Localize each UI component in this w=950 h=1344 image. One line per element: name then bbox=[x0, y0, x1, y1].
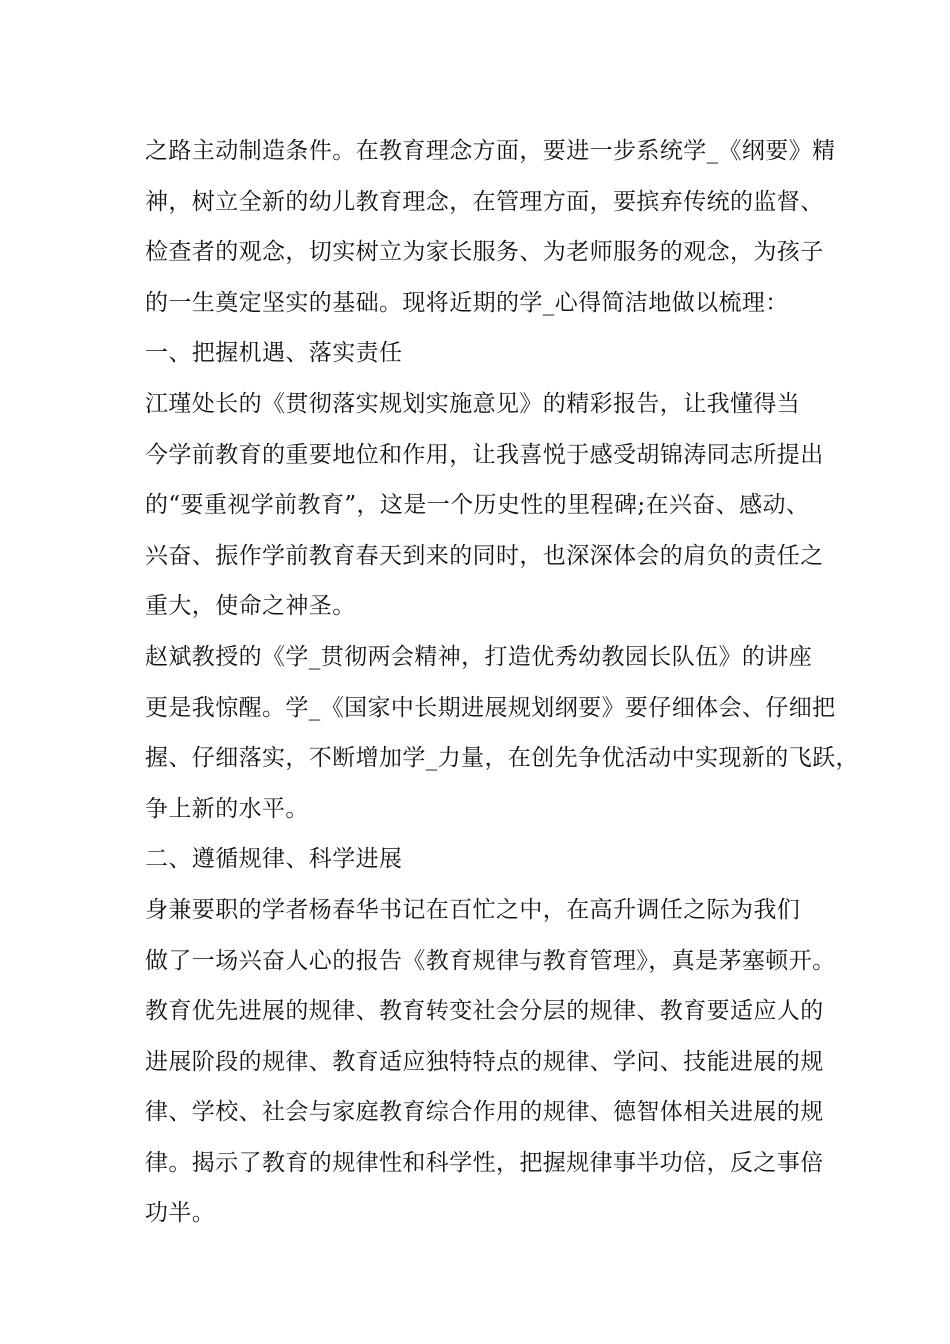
text-line: 的“要重视学前教育”，这是一个历史性的里程碑;在兴奋、感动、 bbox=[145, 492, 810, 519]
document-body bbox=[145, 126, 859, 1239]
text-line: 之路主动制造条件。在教育理念方面，要进一步系统学_《纲要》精 bbox=[145, 138, 836, 164]
section-heading: 二、遵循规律、科学进展 bbox=[145, 846, 403, 873]
text-line: 兴奋、振作学前教育春天到来的同时，也深深体会的肩负的责任之 bbox=[145, 542, 824, 569]
text-line: 功半。 bbox=[145, 1200, 216, 1227]
text-line: 的一生奠定坚实的基础。现将近期的学_心得简洁地做以梳理： bbox=[145, 289, 789, 316]
text-line: 争上新的水平。 bbox=[145, 795, 309, 822]
text-line: 检查者的观念，切实树立为家长服务、为老师服务的观念，为孩子 bbox=[145, 239, 824, 266]
section-heading: 一、把握机遇、落实责任 bbox=[145, 340, 403, 367]
text-line: 赵斌教授的《学_贯彻两会精神，打造优秀幼教园长队伍》的讲座 bbox=[145, 643, 813, 670]
text-line: 更是我惊醒。学_《国家中长期进展规划纲要》要仔细体会、仔细把 bbox=[145, 694, 836, 721]
text-line: 江瑾处长的《贯彻落实规划实施意见》的精彩报告，让我懂得当 bbox=[145, 390, 801, 417]
text-line: 做了一场兴奋人心的报告《教育规律与教育管理》，真是茅塞顿开。 bbox=[145, 947, 836, 974]
text-line: 进展阶段的规律、教育适应独特特点的规律、学问、技能进展的规 bbox=[145, 1048, 824, 1075]
text-line: 教育优先进展的规律、教育转变社会分层的规律、教育要适应人的 bbox=[145, 998, 824, 1025]
text-line: 今学前教育的重要地位和作用，让我喜悦于感受胡锦涛同志所提出 bbox=[145, 441, 824, 468]
text-line: 握、仔细落实，不断增加学_力量，在创先争优活动中实现新的飞跃， bbox=[145, 745, 859, 772]
text-line: 神，树立全新的幼儿教育理念，在管理方面，要摈弃传统的监督、 bbox=[145, 188, 824, 215]
text-line: 身兼要职的学者杨春华书记在百忙之中，在高升调任之际为我们 bbox=[145, 896, 801, 923]
text-line: 律、学校、社会与家庭教育综合作用的规律、德智体相关进展的规 bbox=[145, 1099, 824, 1126]
text-line: 律。揭示了教育的规律性和科学性，把握规律事半功倍，反之事倍 bbox=[145, 1149, 824, 1176]
text-line: 重大，使命之神圣。 bbox=[145, 593, 356, 620]
